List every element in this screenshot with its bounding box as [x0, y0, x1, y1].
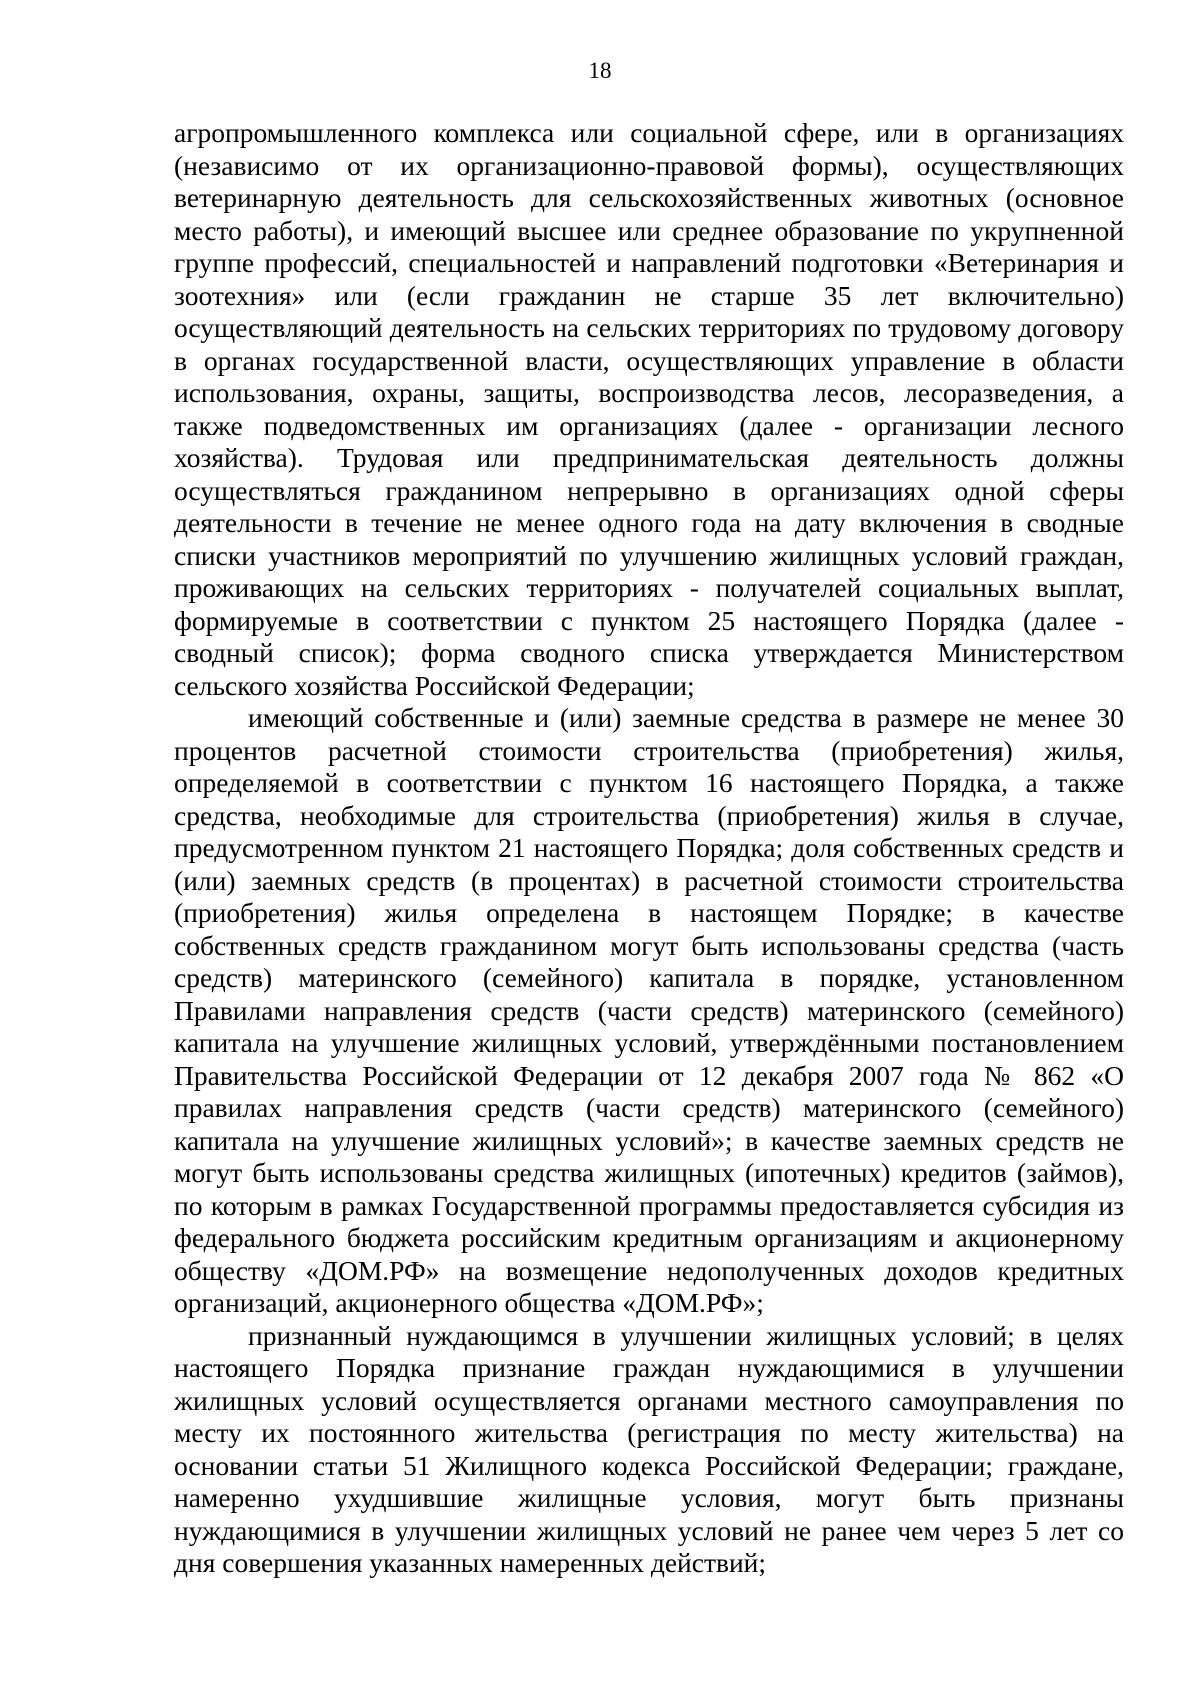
page-number: 18 [588, 58, 612, 83]
paragraph-own-funds: имеющий собственные и (или) заемные средства в размере не менее 30 процентов расчетной стоимости строительства (приобретения) жилья, определяемой в соответствии с пунктом 16 настоящего Порядка, а также средства, необходимые для строительства (приобретения) жилья в случае, предусмотренном пунктом 21 настоящего Порядка; доля собственных средств и (или) заемных средств (в процентах) в расчетной стоимости строительства (приобретения) жилья определена в настоящем Порядке; в качестве собственных средств гражданином могут быть использованы средства (часть средств) материнского (семейного) капитала в порядке, установленном Правилами направления средств (части средств) материнского (семейного) капитала на улучшение жилищных условий, утверждёнными постановлением Правительства Российской Федерации от 12 декабря 2007 года № 862 «О правилах направления средств (части средств) материнского (семейного) капитала на улучшение жилищных условий»; в качестве заемных средств не могут быть использованы средства жилищных (ипотечных) кредитов (займов), по которым в рамках Государственной программы предоставляется субсидия из федерального бюджета российским кредитным организациям и акционерному обществу «ДОМ.РФ» на возмещение недополученных доходов кредитных организаций, акционерного общества «ДОМ.РФ»; [174, 702, 1124, 1318]
document-body [174, 117, 1124, 1580]
paragraph-continuation: агропромышленного комплекса или социальной сфере, или в организациях (независимо от их организационно-правовой формы), осуществляющих ветеринарную деятельность для сельскохозяйственных животных (основное место работы), и имеющий высшее или среднее образование по укрупненной группе профессий, специальностей и направлений подготовки «Ветеринария и зоотехния» или (если гражданин не старше 35 лет включительно) осуществляющий деятельность на сельских территориях по трудовому договору в органах государственной власти, осуществляющих управление в области использования, охраны, защиты, воспроизводства лесов, лесоразведения, а также подведомственных им организациях (далее - организации лесного хозяйства). Трудовая или предпринимательская деятельность должны осуществляться гражданином непрерывно в организациях одной сферы деятельности в течение не менее одного года на дату включения в сводные списки участников мероприятий по улучшению жилищных условий граждан, проживающих на сельских территориях - получателей социальных выплат, формируемые в соответствии с пунктом 25 настоящего Порядка (далее - сводный список); форма сводного списка утверждается Министерством сельского хозяйства Российской Федерации; [174, 117, 1124, 701]
paragraph-housing-need: признанный нуждающимся в улучшении жилищных условий; в целях настоящего Порядка признание граждан нуждающимися в улучшении жилищных условий осуществляется органами местного самоуправления по месту их постоянного жительства (регистрация по месту жительства) на основании статьи 51 Жилищного кодекса Российской Федерации; граждане, намеренно ухудшившие жилищные условия, могут быть признаны нуждающимися в улучшении жилищных условий не ранее чем через 5 лет со дня совершения указанных намеренных действий; [174, 1319, 1124, 1578]
